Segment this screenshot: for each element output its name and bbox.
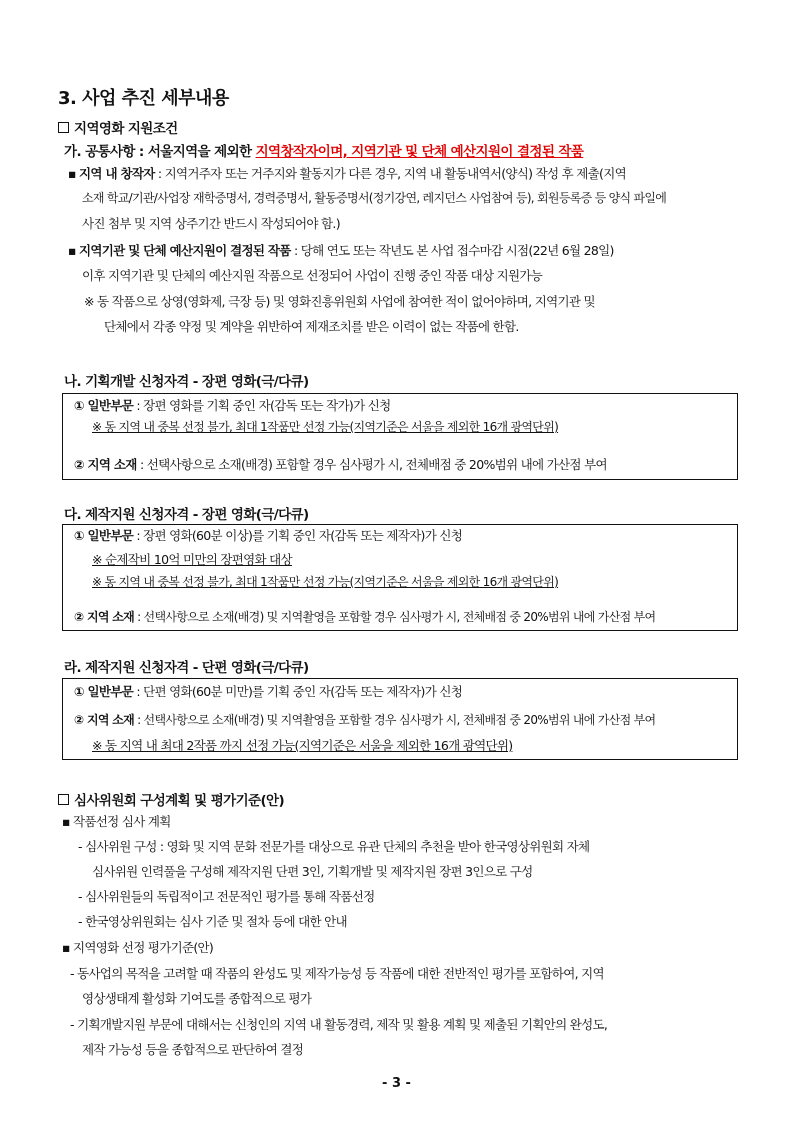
section-title: 3. 사업 추진 세부내용: [58, 88, 229, 109]
dash-item: - 동사업의 목적을 고려할 때 작품의 완성도 및 제작가능성 등 작품에 대한 전반적인 평가를 포함하여, 지역: [70, 966, 604, 981]
row-text: : 선택사항으로 소재(배경) 및 지역촬영을 포함할 경우 심사평가 시, 전체배점 중 20%범위 내에 가산점 부여: [133, 713, 656, 727]
bullet-selection-plan: ▪ 작품선정 심사 계획: [62, 814, 171, 829]
bullet-regional-creator: ▪ 지역 내 창작자 : 지역거주자 또는 거주지와 활동지가 다른 경우, 지역 내 활동내역서(양식) 작성 후 제출(지역: [68, 166, 626, 181]
short-region-row: [74, 713, 655, 727]
planning-general-row: [74, 398, 391, 413]
row-label: ① 일반부문: [74, 528, 134, 543]
checkbox-square-icon: [58, 122, 69, 133]
dash-continuation: 영상생태계 활성화 기여도를 종합적으로 평가: [82, 991, 312, 1006]
row-label: ① 일반부문: [74, 684, 134, 699]
bullet-evaluation-criteria: ▪ 지역영화 선정 평가기준(안): [62, 940, 214, 955]
row-note: ※ 동 지역 내 최대 2작품 까지 선정 가능(지역기준은 서울을 제외한 16개 광역단위): [92, 738, 513, 753]
common-highlight: 지역창작자이며, 지역기관 및 단체 예산지원이 결정된 작품: [255, 144, 584, 160]
note-text: ※ 동 작품으로 상영(영화제, 극장 등) 및 영화진흥위원회 사업에 참여한 적이 없어야하며, 지역기관 및: [84, 294, 595, 309]
bullet-text: : 지역거주자 또는 거주지와 활동지가 다른 경우, 지역 내 활동내역서(양식) 작성 후 제출(지역: [154, 166, 626, 181]
heading-short-production: 라. 제작지원 신청자격 - 단편 영화(극/다큐): [64, 660, 309, 676]
dash-item: - 한국영상위원회는 심사 기준 및 절차 등에 대한 안내: [78, 914, 347, 929]
row-text: : 장편 영화(60분 이상)를 기획 중인 자(감독 또는 제작자)가 신청: [133, 528, 463, 543]
common-requirements-line: [64, 140, 583, 160]
bullet-continuation: 소재 학교/기관/사업장 재학증명서, 경력증명서, 활동증명서(정기강연, 레지던스 사업참여 등), 회원등록증 등 양식 파일에: [82, 191, 667, 205]
checkbox-square-icon: [58, 794, 69, 805]
heading-review-committee: [58, 789, 284, 809]
heading-text: 지역영화 지원조건: [74, 121, 178, 137]
row-note: ※ 동 지역 내 중복 선정 불가, 최대 1작품만 선정 가능(지역기준은 서울을 제외한 16개 광역단위): [92, 420, 559, 434]
planning-region-row: [74, 457, 607, 472]
bullet-bold: 지역 내 창작자: [79, 166, 155, 181]
row-label: ② 지역 소재: [74, 713, 134, 727]
row-label: ② 지역 소재: [74, 457, 137, 472]
heading-regional-film-conditions: [58, 117, 178, 137]
row-text: : 선택사항으로 소재(배경) 포함할 경우 심사평가 시, 전체배점 중 20%범위 내에 가산점 부여: [136, 457, 607, 472]
heading-planning-development: 나. 기획개발 신청자격 - 장편 영화(극/다큐): [64, 374, 309, 390]
row-label: ② 지역 소재: [74, 610, 134, 624]
bullet-bold: 지역기관 및 단체 예산지원이 결정된 작품: [79, 243, 291, 258]
heading-text: 심사위원회 구성계획 및 평가기준(안): [74, 793, 285, 809]
short-general-row: [74, 684, 462, 699]
note-continuation: 단체에서 각종 약정 및 계약을 위반하여 제재조치를 받은 이력이 없는 작품에 한함.: [104, 319, 519, 334]
row-note: ※ 순제작비 10억 미만의 장편영화 대상: [92, 552, 292, 567]
dash-item: - 기획개발지원 부문에 대해서는 신청인의 지역 내 활동경력, 제작 및 활용 계획 및 제출된 기획안의 완성도,: [70, 1017, 608, 1032]
dash-continuation: 제작 가능성 등을 종합적으로 판단하여 결정: [82, 1042, 304, 1057]
row-text: : 단편 영화(60분 미만)를 기획 중인 자(감독 또는 제작자)가 신청: [133, 684, 463, 699]
row-text: : 선택사항으로 소재(배경) 및 지역촬영을 포함할 경우 심사평가 시, 전체배점 중 20%범위 내에 가산점 부여: [133, 610, 656, 624]
heading-feature-production: 다. 제작지원 신청자격 - 장편 영화(극/다큐): [64, 507, 309, 523]
row-note: ※ 동 지역 내 중복 선정 불가, 최대 1작품만 선정 가능(지역기준은 서울을 제외한 16개 광역단위): [92, 575, 559, 589]
bullet-text: : 당해 연도 또는 작년도 본 사업 접수마감 시점(22년 6월 28일): [290, 243, 614, 258]
bullet-continuation: 이후 지역기관 및 단체의 예산지원 작품으로 선정되어 사업이 진행 중인 작품 대상 지원가능: [82, 268, 543, 283]
feature-region-row: [74, 610, 655, 624]
page-number: - 3 -: [382, 1076, 411, 1091]
dash-continuation: 심사위원 인력풀을 구성해 제작지원 단편 3인, 기획개발 및 제작지원 장편 3인으로 구성: [92, 864, 533, 879]
feature-general-row: [74, 528, 462, 543]
common-label: 가. 공통사항 : 서울지역을 제외한: [64, 144, 256, 160]
bullet-budget-support: ▪ 지역기관 및 단체 예산지원이 결정된 작품 : 당해 연도 또는 작년도 본 사업 접수마감 시점(22년 6월 28일): [68, 243, 614, 258]
row-text: : 장편 영화를 기획 중인 자(감독 또는 작가)가 신청: [133, 398, 391, 413]
bullet-continuation: 사진 첨부 및 지역 상주기간 반드시 작성되어야 함.): [82, 216, 340, 231]
dash-item: - 심사위원 구성 : 영화 및 지역 문화 전문가를 대상으로 유관 단체의 추천을 받아 한국영상위원회 자체: [78, 839, 590, 854]
row-label: ① 일반부문: [74, 398, 134, 413]
dash-item: - 심사위원들의 독립적이고 전문적인 평가를 통해 작품선정: [78, 889, 375, 904]
